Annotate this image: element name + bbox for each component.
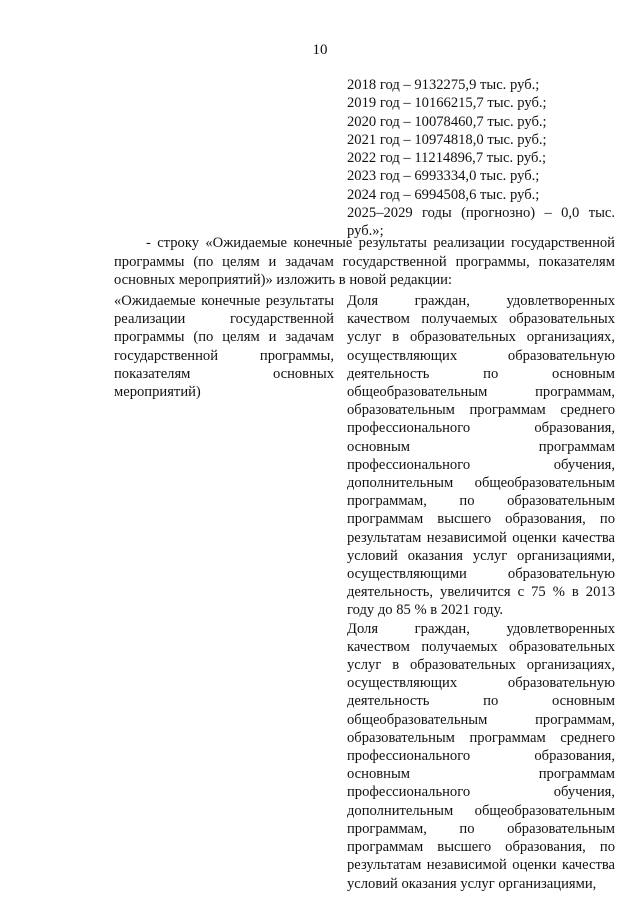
funding-list: [347, 76, 615, 241]
result-paragraph-1: Доля граждан, удовлетворенных качеством получаемых образовательных услуг в образовательных организациях, осуществляющих образовательную деятельность по основным общеобразовательным программам, образовательным программам среднего профессионального образования, основным программам профессионального обучения, дополнительным общеобразовательным программам, по образовательным программам высшего образования, по результатам независимой оценки качества условий оказания услуг организациями, осуществляющими образовательную деятельность, увеличится с 75 % в 2013 году до 85 % в 2021 году.: [347, 293, 615, 619]
funding-line: 2022 год – 11214896,7 тыс. руб.;: [347, 150, 547, 167]
row-content: [347, 292, 615, 893]
row-label: «Ожидаемые конечные результаты реализации государственной программы (по целям и задачам государственной программы, показателям основных мероприятий): [114, 293, 334, 401]
funding-forecast-end: руб.»;: [347, 223, 384, 240]
funding-forecast-line: 2025–2029 годы (прогнозно) – 0,0 тыс.: [347, 205, 615, 222]
funding-line: 2018 год – 9132275,9 тыс. руб.;: [347, 77, 540, 93]
amendment-instruction: - строку «Ожидаемые конечные результаты реализации государственной программы (по целям и задачам государственной программы, показателям основных мероприятий)» изложить в новой редакции:: [114, 235, 615, 288]
page-number: 10: [312, 42, 328, 58]
funding-line: 2024 год – 6994508,6 тыс. руб.;: [347, 186, 540, 203]
funding-line: 2020 год – 10078460,7 тыс. руб.;: [347, 113, 547, 130]
funding-line: 2019 год – 10166215,7 тыс. руб.;: [347, 95, 547, 112]
result-paragraph-2: Доля граждан, удовлетворенных качеством получаемых образовательных услуг в образовательных организациях, осуществляющих образовательную деятельность по основным общеобразовательным программам, образовательным программам среднего профессионального образования, основным программам профессионального обучения, дополнительным общеобразовательным программам, по образовательным программам высшего образования, по результатам независимой оценки качества условий оказания услуг организациями,: [347, 620, 615, 892]
funding-line: 2023 год – 6993334,0 тыс. руб.;: [347, 168, 540, 185]
funding-line: 2021 год – 10974818,0 тыс. руб.;: [347, 131, 547, 148]
